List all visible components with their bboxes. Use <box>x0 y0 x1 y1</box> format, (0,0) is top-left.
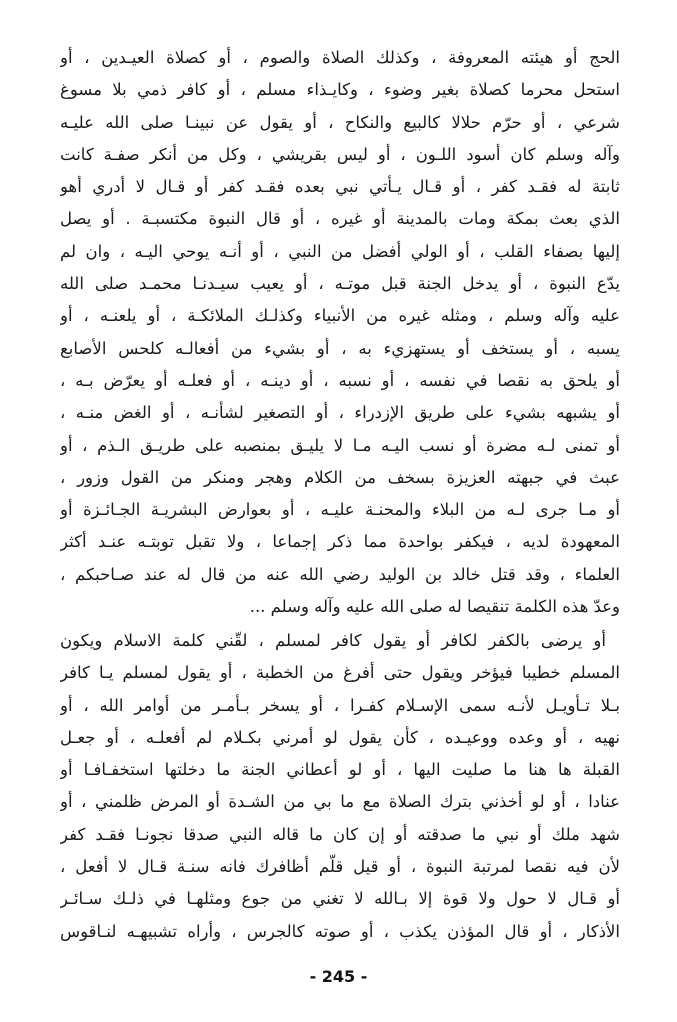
text-line: ثابتة له فقـد كفر ، أو قـال يـأتي نبي بعده فقـد كفر أو قـال لا أدري أهو <box>60 177 620 197</box>
text-line: الأذكار ، أو قال المؤذن يكذب ، أو صوته كالجرس ، وأراه تشبيهـه لنـاقوس <box>60 921 620 941</box>
text-line: شرعي ، أو حرّم حلالا كالبيع والنكاح ، أو يقول عن نبينـا صلى الله عليـه <box>60 112 620 132</box>
text-line: العلماء ، وقد قتل خالد بن الوليد رضي الله عنه من قال له عند صـاحبكم ، <box>60 564 620 584</box>
text-line: إليها بصفاء القلب ، أو الولي أفضل من النبي ، أو أنـه يوحي اليـه ، وان لم <box>60 241 620 261</box>
text-line: أو مـا جرى لـه من البلاء والمحنـة عليـه ، أو بعوارض البشريـة الجـائـزة أو <box>60 500 620 520</box>
text-line: يدّع النبوة ، أو يدخل الجنة قبل موتـه ، أو يعيب سيـدنـا محمـد صلى الله <box>60 274 620 294</box>
text-line: أو يرضى بالكفر لكافر أو يقول كافر لمسلم ، لقّني كلمة الاسلام ويكون <box>60 631 606 650</box>
text-line: عبث في جبهته العزيزة بسخف من الكلام وهجر ومنكر من القول وزور ، <box>60 467 620 487</box>
text-line: المسلم خطيبا فيؤخر ويقول حتى أفرغ من الخطبة ، أو يقول لمسلم يـا كافر <box>60 663 620 683</box>
text-line: وعدّ هذه الكلمة تنقيصا له صلى الله عليه وآله وسلم ... <box>249 597 620 617</box>
text-line: القبلة ها هنا ما صليت اليها ، أو لو أعطاني الجنة ما دخلتها استخفـافـا أو <box>60 760 620 780</box>
text-line: أو قـال لا حول ولا قوة إلا بـالله لا تغني من جوع ومثلهـا في ذلـك سـائـر <box>60 889 620 909</box>
text-line: عنادا ، أو لو أخذني بترك الصلاة مع ما بي من الشـدة أو المرض ظلمني ، أو <box>60 792 620 812</box>
text-line: يسبه ، أو يستخف أو يستهزيء به ، أو بشيء من أفعالـه كلحس الأصابع <box>60 338 620 358</box>
text-line: الذي بعث بمكة ومات بالمدينة أو غيره ، أو قال النبوة مكتسبـة . أو يصل <box>60 209 620 229</box>
text-line: وآله وسلم كان أسود اللـون ، أو ليس بقريشي ، وكل من أنكر صفـة كانت <box>60 144 620 164</box>
text-line: الحج أو هيئته المعروفة ، وكذلك الصلاة والصوم ، أو كصلاة العيـدين ، أو <box>60 48 620 67</box>
paragraph-1 <box>60 42 620 623</box>
text-line: بـلا تـأويـل لأنـه سمى الإسـلام كفـرا ، أو يسخر بـأمـر من أوامر الله ، أو <box>60 695 620 715</box>
paragraph-2 <box>60 625 620 948</box>
text-line: أو يلحق به نقصا في نفسه ، أو نسبه ، أو دينـه ، أو فعلـه أو يعرّض بـه ، <box>60 370 620 390</box>
text-line: استحل محرما كصلاة بغير وضوء ، وكايـذاء مسلم ، أو كافر ذمي بلا مسوغ <box>60 80 620 100</box>
text-line: لأن فيه نقصا لمرتبة النبوة ، أو قيل قلّم أظافرك فانه سنـة قـال لا أفعل ، <box>60 857 620 877</box>
page-number: - 245 - <box>309 967 368 986</box>
text-line: عليه وآله وسلم ، ومثله غيره من الأنبياء وكذلـك الملائكـة ، أو يلعنـه ، أو <box>60 306 620 326</box>
text-line: أو تمنى لـه مضرة أو نسب اليـه مـا لا يليـق بمنصبه على طريـق الـذم ، أو <box>60 435 620 455</box>
text-line: أو يشبهه بشيء على طريق الإزدراء ، أو التصغير لشأنـه ، أو الغض منـه ، <box>60 403 620 423</box>
text-line: شهد ملك أو نبي ما صدقته أو إن كان ما قاله النبي صدقا نجونـا فقـد كفر <box>60 824 620 844</box>
text-line: نهيه ، أو وعده ووعيـده ، كأن يقول لو أمرني بكـلام لم أفعلـه ، أو جعـل <box>60 727 620 747</box>
text-line: المعهودة لديه ، فيكفر بواحدة مما ذكر إجماعا ، ولا تقبل توبتـه عنـد أكثر <box>60 532 620 552</box>
